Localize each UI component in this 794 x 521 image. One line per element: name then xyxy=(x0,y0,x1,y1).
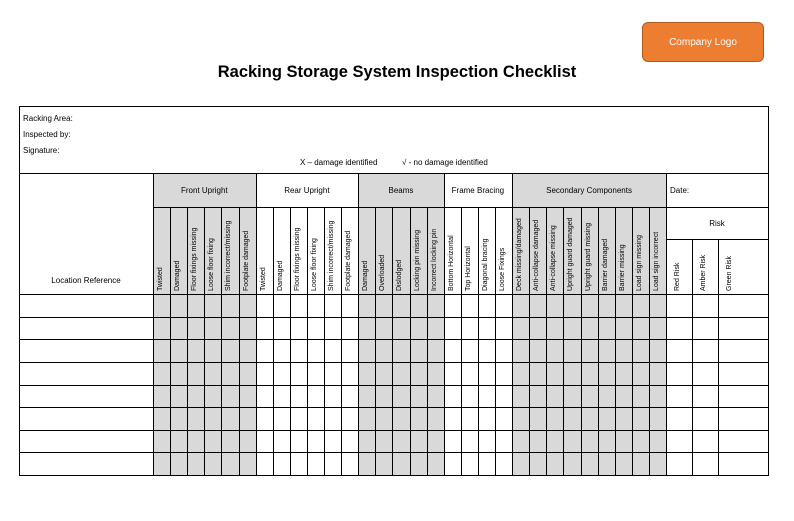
location-reference-header: Location Reference xyxy=(51,275,121,285)
risk-column-green-risk: Green Risk xyxy=(726,255,734,291)
column-line xyxy=(187,207,188,475)
location-reference-cell[interactable] xyxy=(19,452,153,475)
column-line xyxy=(632,207,633,475)
column-header-upright-guard-damaged: Upright guard damaged xyxy=(567,217,575,291)
column-header-bottom-horizontal: Bottom Horizontal xyxy=(447,235,455,291)
column-header-shim-incorrect-missing: Shim incorrect/missing xyxy=(225,220,233,291)
column-line xyxy=(256,173,257,475)
column-line xyxy=(341,207,342,475)
column-header-damaged: Damaged xyxy=(174,260,182,291)
column-header-load-sign-missing: Load sign missing xyxy=(635,234,643,291)
column-header-twisted: Twisted xyxy=(259,267,267,291)
column-header-dislodged: Dislodged xyxy=(396,259,404,291)
group-header-frame-bracing: Frame Bracing xyxy=(451,185,505,195)
column-line xyxy=(170,207,171,475)
column-line xyxy=(239,207,240,475)
page-title: Racking Storage System Inspection Checklist xyxy=(217,63,577,81)
risk-divider-line xyxy=(666,239,768,240)
column-header-locking-pin-missing: Locking pin missing xyxy=(413,229,421,291)
column-line xyxy=(375,207,376,475)
column-header-damaged: Damaged xyxy=(276,260,284,291)
racking-area-label: Racking Area: xyxy=(23,114,73,123)
legend-damage: X – damage identified xyxy=(300,158,378,167)
group-header-beams: Beams xyxy=(388,185,414,195)
location-reference-cell[interactable] xyxy=(19,317,153,340)
column-line xyxy=(324,207,325,475)
column-header-floor-fixings-missing: Floor fixings missing xyxy=(293,227,301,291)
risk-column-line xyxy=(692,239,693,475)
location-reference-cell[interactable] xyxy=(19,339,153,362)
column-header-shim-incorrect-missing: Shim incorrect/missing xyxy=(328,220,335,291)
risk-column-red-risk: Red Risk xyxy=(674,262,681,291)
column-header-top-horizontal: Top Horizontal xyxy=(464,246,472,291)
column-header-load-sign-incorrect: Load sign incorrect xyxy=(652,231,660,291)
column-line xyxy=(290,207,291,475)
column-line xyxy=(427,207,428,475)
signature-label: Signature: xyxy=(23,146,60,155)
group-header-front-upright: Front Upright xyxy=(180,185,228,195)
date-label: Date: xyxy=(670,185,690,195)
location-reference-cell[interactable] xyxy=(19,407,153,430)
column-line xyxy=(512,173,513,475)
column-header-deck-missing-damaged: Deck missing/damaged xyxy=(516,218,524,291)
company-logo: Company Logo xyxy=(642,22,764,62)
column-header-anti-collapse-damaged: Anti-collapse damaged xyxy=(533,219,541,291)
column-header-barrier-missing: Barrier missing xyxy=(618,244,626,291)
column-header-floor-fixings-missing: Floor fixings missing xyxy=(191,227,199,291)
column-header-damaged: Damaged xyxy=(362,260,370,291)
column-line xyxy=(221,207,222,475)
inspected-by-label: Inspected by: xyxy=(23,130,71,139)
column-header-anti-collapse-missing: Anti-collapse missing xyxy=(550,225,558,291)
location-reference-cell[interactable] xyxy=(19,294,153,317)
column-header-footplate-damaged: Footplate damaged xyxy=(345,230,353,291)
column-line xyxy=(546,207,547,475)
location-column-line xyxy=(153,173,154,475)
column-line xyxy=(615,207,616,475)
column-header-upright-guard-missing: Upright guard missing xyxy=(584,222,592,291)
column-line xyxy=(307,207,308,475)
column-header-loose-floor-fixing: Loose floor fixing xyxy=(208,238,216,291)
location-reference-cell[interactable] xyxy=(19,362,153,385)
column-line xyxy=(495,207,496,475)
column-header-loose-fixings: Loose Fixings xyxy=(499,247,506,291)
column-header-loose-floor-fixing: Loose floor fixing xyxy=(310,238,318,291)
risk-column-line xyxy=(718,239,719,475)
column-line xyxy=(461,207,462,475)
group-header-secondary-components: Secondary Components xyxy=(546,185,632,195)
column-line xyxy=(581,207,582,475)
column-line xyxy=(273,207,274,475)
column-line xyxy=(358,173,359,475)
column-header-twisted: Twisted xyxy=(157,267,164,291)
location-reference-cell[interactable] xyxy=(19,430,153,453)
group-header-rear-upright: Rear Upright xyxy=(284,185,330,195)
column-line xyxy=(392,207,393,475)
column-line xyxy=(649,207,650,475)
column-line xyxy=(204,207,205,475)
risk-column-amber-risk: Amber Risk xyxy=(700,254,708,291)
column-line xyxy=(529,207,530,475)
column-header-barrier-damaged: Barrier damaged xyxy=(601,238,609,291)
column-line xyxy=(478,207,479,475)
column-line xyxy=(410,207,411,475)
column-line xyxy=(444,173,445,475)
column-header-incorrect-locking-pin: Incorrect locking pin xyxy=(430,228,438,291)
legend-no-damage: √ - no damage identified xyxy=(402,158,488,167)
location-reference-cell[interactable] xyxy=(19,385,153,408)
risk-header: Risk xyxy=(709,218,725,228)
column-header-overloaded: Overloaded xyxy=(379,254,387,291)
column-header-footplate-damaged: Footplate damaged xyxy=(242,230,250,291)
column-header-diagonal-bracing: Diagonal bracing xyxy=(481,238,489,291)
column-line xyxy=(563,207,564,475)
column-line xyxy=(598,207,599,475)
